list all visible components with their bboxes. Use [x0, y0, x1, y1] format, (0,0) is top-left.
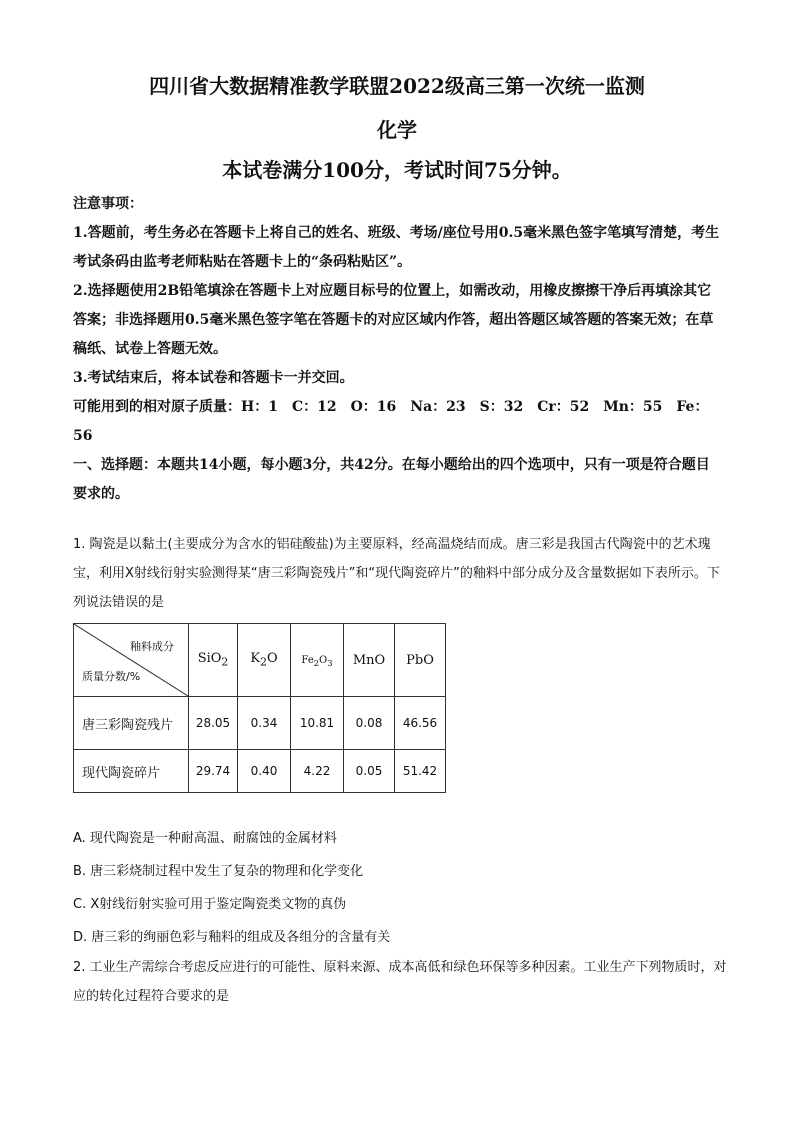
table-cell: 0.34 — [238, 697, 291, 750]
exam-title: 四川省大数据精准教学联盟2022级高三第一次统一监测 — [149, 74, 645, 98]
column-fe2o3: $Fe_2O_3$ — [291, 624, 344, 697]
notice-block — [73, 190, 723, 509]
table-row — [74, 697, 446, 750]
notice-heading: 注意事项： — [73, 196, 143, 212]
subject-title: 化学 — [377, 118, 417, 142]
question-1-stem: 1. 陶瓷是以黏土(主要成分为含水的铝硅酸盐)为主要原料，经高温烧结而成。唐三彩是我国古代陶瓷中的艺术瑰宝，利用X射线衍射实验测得某“唐三彩陶瓷残片”和“现代陶瓷碎片”的釉料中部分成分及含量数据如下表所示。下列说法错误的是 — [73, 537, 720, 610]
row-label: 唐三彩陶瓷残片 — [74, 697, 189, 750]
notice-item-3: 3.考试结束后，将本试卷和答题卡一并交回。 — [73, 370, 354, 386]
diagonal-line — [74, 624, 188, 696]
column-mno: MnO — [344, 624, 395, 697]
notice-item-1: 1.答题前，考生务必在答题卡上将自己的姓名、班级、考场/座位号用0.5毫米黑色签字笔填写清楚，考生考试条码由监考老师粘贴在答题卡上的“条码粘贴区”。 — [73, 225, 720, 270]
header-mass-fraction: 质量分数/% — [82, 670, 141, 683]
question-1 — [73, 530, 728, 617]
column-pbo: PbO — [395, 624, 446, 697]
option-a: A. 现代陶瓷是一种耐高温、耐腐蚀的金属材料 — [73, 831, 337, 846]
question-1-options — [73, 822, 728, 954]
table-cell: 46.56 — [395, 697, 446, 750]
question-2-stem: 2. 工业生产需综合考虑反应进行的可能性、原料来源、成本高低和绿色环保等多种因素。工业生产下列物质时，对应的转化过程符合要求的是 — [73, 960, 727, 1004]
table-cell: 51.42 — [395, 750, 446, 793]
glaze-composition-table — [73, 623, 446, 793]
notice-item-2: 2.选择题使用2B铅笔填涂在答题卡上对应题目标号的位置上，如需改动，用橡皮擦擦干净后再填涂其它答案；非选择题用0.5毫米黑色签字笔在答题卡的对应区域内作答，超出答题区域答题的答案无效；在草稿纸、试卷上答题无效。 — [73, 283, 714, 357]
table-cell: 0.40 — [238, 750, 291, 793]
table-cell: 29.74 — [189, 750, 238, 793]
section1-heading: 一、选择题：本题共14小题，每小题3分，共42分。在每小题给出的四个选项中，只有一项是符合题目要求的。 — [73, 457, 710, 502]
option-d: D. 唐三彩的绚丽色彩与釉料的组成及各组分的含量有关 — [73, 930, 391, 945]
exam-info: 本试卷满分100分，考试时间75分钟。 — [222, 158, 572, 182]
table-cell: 10.81 — [291, 697, 344, 750]
row-label: 现代陶瓷碎片 — [74, 750, 189, 793]
option-c: C. X射线衍射实验可用于鉴定陶瓷类文物的真伪 — [73, 897, 347, 912]
table-cell: 0.08 — [344, 697, 395, 750]
table-corner-cell — [74, 624, 189, 697]
table-cell: 28.05 — [189, 697, 238, 750]
table-cell: 0.05 — [344, 750, 395, 793]
header-glaze-component: 釉料成分 — [130, 640, 174, 653]
table-header-row — [74, 624, 446, 697]
column-k2o: $K_2O$ — [238, 624, 291, 697]
table-row — [74, 750, 446, 793]
table-cell: 4.22 — [291, 750, 344, 793]
question-2 — [73, 953, 733, 1011]
column-sio2: SiO$_2$ — [189, 624, 238, 697]
option-b: B. 唐三彩烧制过程中发生了复杂的物理和化学变化 — [73, 864, 364, 879]
atomic-masses: 可能用到的相对原子质量：H：1 C：12 O：16 Na：23 S：32 Cr：52 Mn：55 Fe：56 — [73, 399, 709, 444]
